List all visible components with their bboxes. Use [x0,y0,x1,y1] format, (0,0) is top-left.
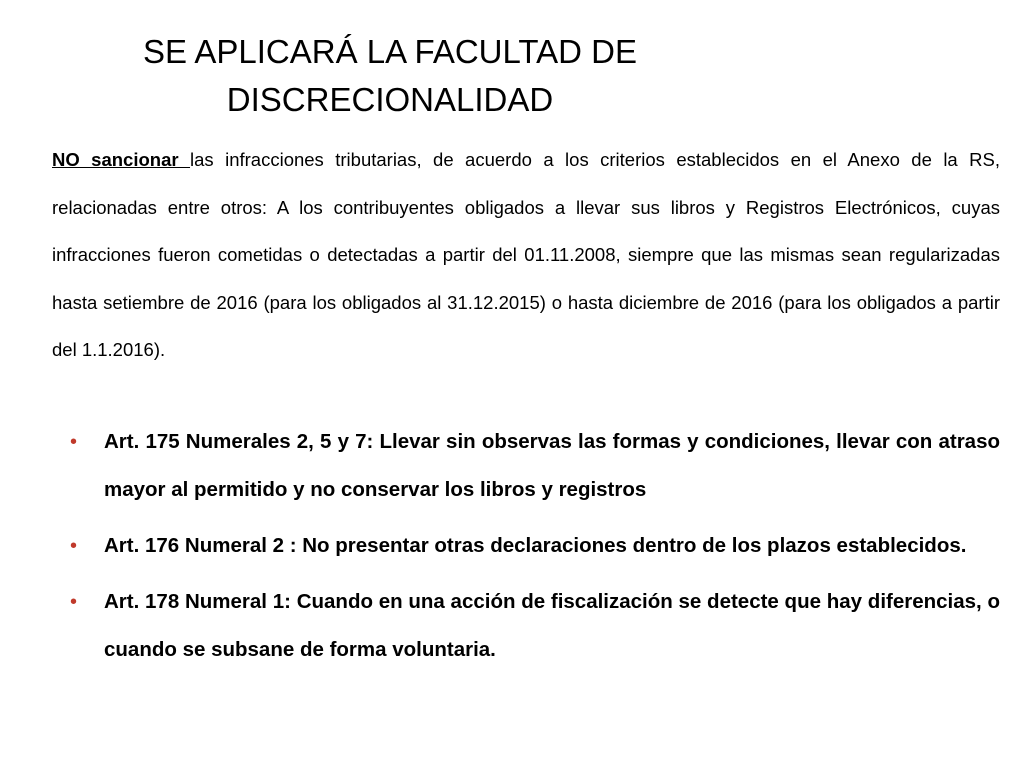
bullet-text-2: Art. 176 Numeral 2 : No presentar otras declaraciones dentro de los plazos establecidos. [104,534,967,557]
bullet-text-1: Art. 175 Numerales 2, 5 y 7: Llevar sin observas las formas y condiciones, llevar con atraso mayor al permitido y no conservar los libros y registros [104,430,1000,501]
bullet-item-1 [62,418,1000,514]
intro-text: las infracciones tributarias, de acuerdo a los criterios establecidos en el Anexo de la RS, relacionadas entre otros: A los contribuyentes obligados a llevar sus libros y Registros Electrónicos, cuyas infracciones fueron cometidas o detectadas a partir del 01.11.2008, siempre que las mismas sean regularizadas hasta setiembre de 2016 (para los obligados al 31.12.2015) o hasta diciembre de 2016 (para los obligados a partir del 1.1.2016). [52,149,1000,360]
slide-title-line-2: DISCRECIONALIDAD [226,81,554,118]
bullet-text-3: Art. 178 Numeral 1: Cuando en una acción de fiscalización se detecte que hay diferencias, o cuando se subsane de forma voluntaria. [104,590,1000,661]
bullet-icon: • [70,591,78,613]
bullet-icon: • [70,535,78,557]
bullet-item-2 [62,522,1000,570]
bullet-icon: • [70,431,78,453]
slide-title-line-1: SE APLICARÁ LA FACULTAD DE [143,33,637,70]
intro-lead: NO sancionar [52,149,191,170]
intro-paragraph [52,136,1000,374]
bullet-list [62,418,1000,682]
bullet-item-3 [62,578,1000,674]
slide-title [80,28,700,124]
